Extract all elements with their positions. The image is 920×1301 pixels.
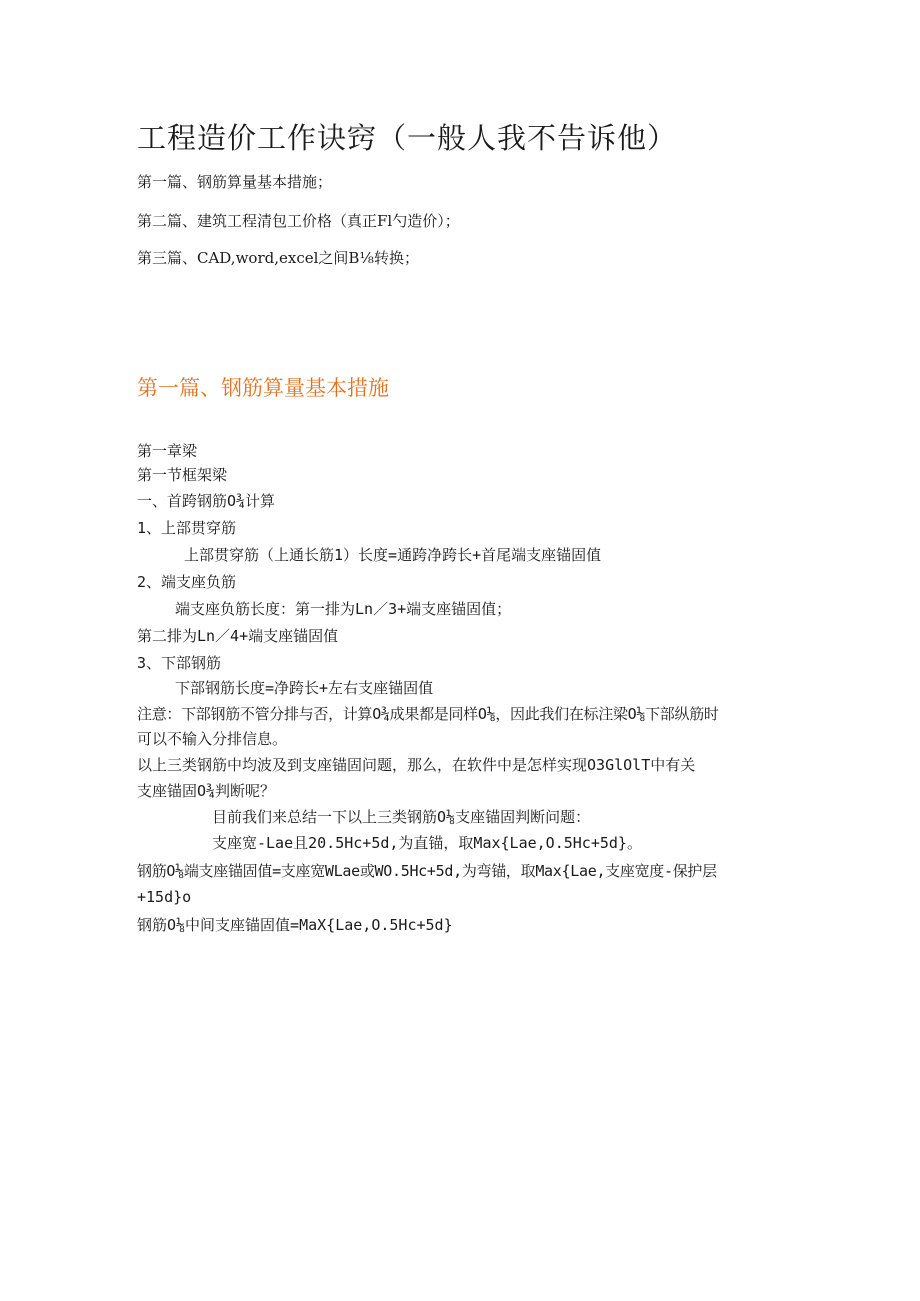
subitem-heading-1: 1、上部贯穿筋 — [137, 519, 237, 537]
formula-line: 支座宽-Lae且20.5Hc+5d,为直锚，取Max{Lae,O.5Hc+5d}。 — [212, 834, 642, 852]
body-paragraph: 支座锚固O¾判断呢？ — [137, 782, 276, 800]
formula-line: 钢筋O⅛端支座锚固值=支座宽WLae或WO.5Hc+5d,为弯锚，取Max{Lae,支座宽度-保护层 — [137, 862, 717, 880]
formula-line: 钢筋O⅛中间支座锚固值=MaX{Lae,O.5Hc+5d} — [137, 916, 453, 934]
body-paragraph: 下部钢筋长度=净跨长+左右支座锚固值 — [175, 679, 434, 697]
toc-item-1: 第一篇、钢筋算量基本措施； — [137, 173, 333, 191]
formula-line: +15d}o — [137, 888, 192, 906]
note-paragraph: 可以不输入分排信息。 — [137, 730, 288, 748]
section-heading: 第一篇、钢筋算量基本措施 — [137, 376, 389, 400]
item-heading: 一、首跨钢筋O¾计算 — [137, 492, 276, 510]
subitem-heading-2: 2、端支座负筋 — [137, 573, 237, 591]
body-paragraph: 第二排为Ln／4+端支座锚固值 — [137, 627, 339, 645]
document-title: 工程造价工作诀窍（一般人我不告诉他） — [137, 121, 678, 155]
note-paragraph: 注意：下部钢筋不管分排与否，计算O¾成果都是同样O⅛，因此我们在标注梁O⅛下部纵筋时 — [137, 705, 719, 723]
body-paragraph: 以上三类钢筋中均波及到支座锚固问题，那么，在软件中是怎样实现O3GlOlT中有关 — [137, 756, 696, 774]
body-paragraph: 目前我们来总结一下以上三类钢筋O⅛支座锚固判断问题： — [212, 808, 591, 826]
toc-item-2: 第二篇、建筑工程清包工价格（真正Fl勺造价）； — [137, 212, 460, 230]
toc-item-3: 第三篇、CAD,word,excel之间B⅛转换； — [137, 249, 419, 267]
subitem-heading-3: 3、下部钢筋 — [137, 654, 222, 672]
body-paragraph: 端支座负筋长度：第一排为Ln／3+端支座锚固值； — [175, 600, 512, 618]
body-paragraph: 上部贯穿筋（上通长筋1）长度=通跨净跨长+首尾端支座锚固值 — [184, 546, 602, 564]
chapter-heading: 第一章梁 — [137, 442, 198, 460]
section-subheading: 第一节框架梁 — [137, 466, 228, 484]
